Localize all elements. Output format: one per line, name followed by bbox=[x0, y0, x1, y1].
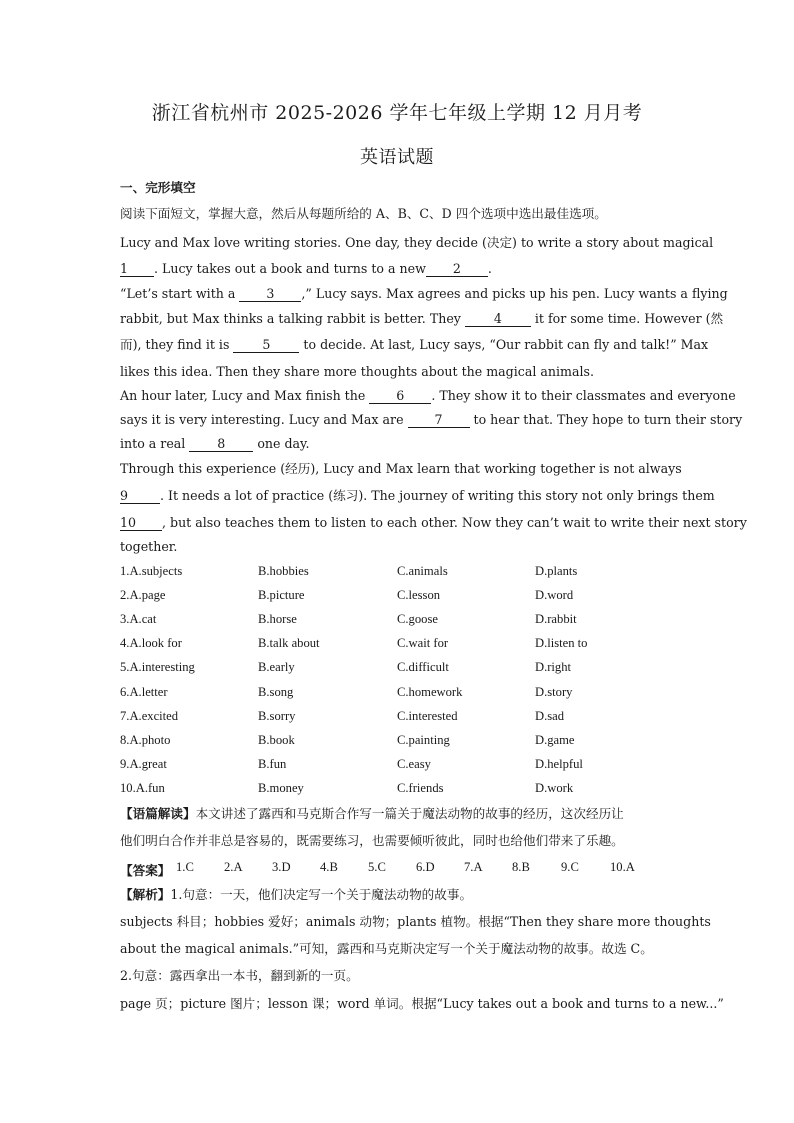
option-c[interactable]: C.lesson bbox=[397, 588, 441, 602]
option-a[interactable]: 2.A.page bbox=[120, 588, 166, 602]
blank-8: 8 bbox=[189, 437, 253, 452]
interpretation-label: 【语篇解读】 bbox=[120, 806, 196, 821]
question-options-7 bbox=[120, 709, 680, 725]
option-b[interactable]: B.song bbox=[258, 685, 294, 699]
passage-line: An hour later, Lucy and Max finish the 6 . They show it to their classmates and everyone bbox=[120, 388, 736, 403]
question-options-1 bbox=[120, 564, 680, 580]
analysis-label: 【解析】 bbox=[120, 887, 171, 902]
instruction-text: 阅读下面短文，掌握大意，然后从每题所给的 A、B、C、D 四个选项中选出最佳选项。 bbox=[120, 206, 607, 221]
analysis-line: page 页；picture 图片；lesson 课；word 单词。根据“Lucy takes out a book and turns to a new...” bbox=[120, 996, 724, 1011]
option-b[interactable]: B.early bbox=[258, 660, 295, 674]
question-options-2 bbox=[120, 588, 680, 604]
option-d[interactable]: D.listen to bbox=[535, 636, 588, 650]
answer-item: 2.A bbox=[224, 860, 243, 874]
passage-line: together. bbox=[120, 539, 178, 554]
blank-5: 5 bbox=[233, 338, 299, 353]
answer-label: 【答案】 bbox=[120, 864, 171, 878]
option-d[interactable]: D.game bbox=[535, 733, 575, 747]
question-options-10 bbox=[120, 781, 680, 797]
passage-line: says it is very interesting. Lucy and Max are 7 to hear that. They hope to turn their story bbox=[120, 412, 743, 427]
option-b[interactable]: B.book bbox=[258, 733, 295, 747]
option-c[interactable]: C.interested bbox=[397, 709, 458, 723]
option-c[interactable]: C.goose bbox=[397, 612, 438, 626]
blank-10: 10 bbox=[120, 516, 162, 531]
interpretation-line: 他们明白合作并非总是容易的，既需要练习，也需要倾听彼此，同时也给他们带来了乐趣。 bbox=[120, 833, 624, 848]
answer-item: 8.B bbox=[512, 860, 530, 874]
passage-line: likes this idea. Then they share more thoughts about the magical animals. bbox=[120, 364, 594, 379]
option-a[interactable]: 8.A.photo bbox=[120, 733, 171, 747]
answer-row bbox=[120, 860, 680, 876]
option-d[interactable]: D.plants bbox=[535, 564, 578, 578]
answer-item: 4.B bbox=[320, 860, 338, 874]
option-b[interactable]: B.horse bbox=[258, 612, 297, 626]
blank-7: 7 bbox=[408, 413, 470, 428]
question-options-4 bbox=[120, 636, 680, 652]
option-d[interactable]: D.sad bbox=[535, 709, 565, 723]
answer-item: 6.D bbox=[416, 860, 435, 874]
analysis-line: subjects 科目；hobbies 爱好；animals 动物；plants 植物。根据“Then they share more thoughts bbox=[120, 914, 711, 929]
option-d[interactable]: D.helpful bbox=[535, 757, 583, 771]
blank-4: 4 bbox=[465, 312, 531, 327]
option-c[interactable]: C.homework bbox=[397, 685, 463, 699]
option-a[interactable]: 10.A.fun bbox=[120, 781, 165, 795]
answer-item: 7.A bbox=[464, 860, 483, 874]
option-a[interactable]: 4.A.look for bbox=[120, 636, 182, 650]
passage-line: 10 , but also teaches them to listen to each other. Now they can’t wait to write their next story bbox=[120, 515, 747, 530]
answer-item: 3.D bbox=[272, 860, 291, 874]
section-heading: 一、完形填空 bbox=[120, 180, 196, 195]
answer-item: 5.C bbox=[368, 860, 386, 874]
blank-9: 9 bbox=[120, 489, 160, 504]
option-c[interactable]: C.friends bbox=[397, 781, 444, 795]
option-c[interactable]: C.painting bbox=[397, 733, 450, 747]
question-options-3 bbox=[120, 612, 680, 628]
analysis-line: about the magical animals.”可知，露西和马克斯决定写一个关于魔法动物的故事。故选 C。 bbox=[120, 941, 653, 956]
analysis-line: 2.句意：露西拿出一本书，翻到新的一页。 bbox=[120, 968, 359, 983]
passage-line: rabbit, but Max thinks a talking rabbit is better. They 4 it for some time. However (然 bbox=[120, 311, 724, 326]
answer-item: 10.A bbox=[610, 860, 635, 874]
option-b[interactable]: B.talk about bbox=[258, 636, 320, 650]
option-d[interactable]: D.work bbox=[535, 781, 574, 795]
passage-line: into a real 8 one day. bbox=[120, 436, 310, 451]
document-title: 浙江省杭州市 2025-2026 学年七年级上学期 12 月月考 bbox=[151, 102, 643, 124]
answer-item: 1.C bbox=[176, 860, 194, 874]
option-a[interactable]: 9.A.great bbox=[120, 757, 167, 771]
passage-line: 9 . It needs a lot of practice (练习). The journey of writing this story not only brings them bbox=[120, 488, 715, 503]
option-a[interactable]: 3.A.cat bbox=[120, 612, 157, 626]
passage-line: Through this experience (经历), Lucy and Max learn that working together is not always bbox=[120, 461, 682, 476]
document-subtitle: 英语试题 bbox=[360, 147, 434, 168]
option-d[interactable]: D.right bbox=[535, 660, 572, 674]
option-d[interactable]: D.story bbox=[535, 685, 573, 699]
option-c[interactable]: C.animals bbox=[397, 564, 448, 578]
answer-item: 9.C bbox=[561, 860, 579, 874]
passage-line: 而), they find it is 5 to decide. At last, Lucy says, “Our rabbit can fly and talk!” Max bbox=[120, 337, 709, 352]
option-b[interactable]: B.hobbies bbox=[258, 564, 309, 578]
blank-1: 1 bbox=[120, 262, 154, 277]
blank-3: 3 bbox=[239, 287, 301, 302]
passage-line: “Let’s start with a 3 ,” Lucy says. Max agrees and picks up his pen. Lucy wants a flying bbox=[120, 286, 728, 301]
option-c[interactable]: C.difficult bbox=[397, 660, 449, 674]
option-a[interactable]: 6.A.letter bbox=[120, 685, 168, 699]
option-b[interactable]: B.sorry bbox=[258, 709, 296, 723]
passage-line: Lucy and Max love writing stories. One day, they decide (决定) to write a story about magical bbox=[120, 235, 714, 250]
analysis-line: 【解析】1.句意：一天，他们决定写一个关于魔法动物的故事。 bbox=[120, 887, 473, 902]
option-c[interactable]: C.wait for bbox=[397, 636, 449, 650]
interpretation-line: 【语篇解读】本文讲述了露西和马克斯合作写一篇关于魔法动物的故事的经历，这次经历让 bbox=[120, 806, 624, 821]
question-options-6 bbox=[120, 685, 680, 701]
blank-6: 6 bbox=[369, 389, 431, 404]
passage-line: 1 . Lucy takes out a book and turns to a new 2 . bbox=[120, 261, 492, 276]
option-d[interactable]: D.rabbit bbox=[535, 612, 577, 626]
option-a[interactable]: 1.A.subjects bbox=[120, 564, 183, 578]
option-b[interactable]: B.fun bbox=[258, 757, 287, 771]
blank-2: 2 bbox=[426, 262, 488, 277]
option-d[interactable]: D.word bbox=[535, 588, 574, 602]
option-b[interactable]: B.money bbox=[258, 781, 304, 795]
question-options-8 bbox=[120, 733, 680, 749]
option-a[interactable]: 5.A.interesting bbox=[120, 660, 195, 674]
option-c[interactable]: C.easy bbox=[397, 757, 431, 771]
question-options-5 bbox=[120, 660, 680, 676]
option-a[interactable]: 7.A.excited bbox=[120, 709, 179, 723]
question-options-9 bbox=[120, 757, 680, 773]
option-b[interactable]: B.picture bbox=[258, 588, 305, 602]
